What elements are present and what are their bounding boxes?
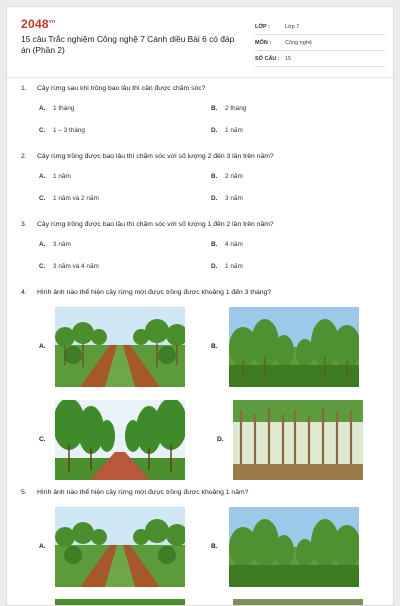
option-key: D. xyxy=(211,195,218,202)
cropped-photo-illustration xyxy=(233,599,363,606)
option-key: C. xyxy=(39,195,46,202)
option-key: C. xyxy=(39,263,46,270)
option-key: A. xyxy=(39,105,46,112)
mature-forest-illustration xyxy=(233,400,363,480)
medium-plantation-illustration xyxy=(229,307,359,387)
quiz-meta xyxy=(255,19,385,67)
tall-row-plantation-photo[interactable] xyxy=(55,400,185,480)
option-key: A. xyxy=(39,173,46,180)
option-text: 1 năm xyxy=(225,127,243,134)
cropped-photo xyxy=(55,599,185,606)
option-text: 3 năm xyxy=(225,195,243,202)
question-text: Hình ảnh nào thể hiện cây rừng mới được trồng được khoảng 1 năm? xyxy=(37,489,249,496)
question-number: 5. xyxy=(21,489,27,496)
meta-value: 15 xyxy=(285,56,292,62)
option-text: 1 – 3 tháng xyxy=(53,127,85,134)
quiz-sheet xyxy=(6,6,394,606)
tall-row-plantation-illustration xyxy=(55,400,185,480)
question-number: 1. xyxy=(21,85,27,92)
option-text: 2 năm xyxy=(225,173,243,180)
option-key: D. xyxy=(211,263,218,270)
option-key: A. xyxy=(39,343,46,350)
header-divider xyxy=(7,77,394,78)
question-text: Cây rừng trồng được bao lâu thì chăm sóc với số lượng 2 đến 3 lần trên năm? xyxy=(37,153,274,160)
option-key: A. xyxy=(39,543,46,550)
question-number: 3. xyxy=(21,221,27,228)
quiz-title: 15 câu Trắc nghiệm Công nghệ 7 Cánh diều Bài 6 có đáp án (Phần 2) xyxy=(21,34,235,55)
meta-value: Công nghệ xyxy=(285,40,312,46)
option-key: B. xyxy=(211,343,218,350)
option-key: C. xyxy=(39,127,46,134)
option-text: 2 tháng xyxy=(225,105,247,112)
young-plantation-photo[interactable] xyxy=(55,307,185,387)
option-key: B. xyxy=(211,241,218,248)
option-key: B. xyxy=(211,173,218,180)
meta-label: SỐ CÂU : xyxy=(255,56,280,62)
meta-value: Lớp 7 xyxy=(285,24,300,30)
meta-label: MÔN : xyxy=(255,40,272,46)
young-plantation-photo[interactable] xyxy=(55,507,185,587)
medium-plantation-photo[interactable] xyxy=(229,507,359,587)
option-key: D. xyxy=(211,127,218,134)
option-text: 1 năm và 2 năm xyxy=(53,195,99,202)
option-text: 3 năm xyxy=(53,241,71,248)
option-key: C. xyxy=(39,436,46,443)
option-key: B. xyxy=(211,543,218,550)
quiz-header xyxy=(7,7,394,71)
question-number: 2. xyxy=(21,153,27,160)
question-text: Cây rừng trồng được bao lâu thì chăm sóc với số lượng 1 đến 2 lần trên năm? xyxy=(37,221,274,228)
option-text: 1 năm xyxy=(225,263,243,270)
mature-forest-photo[interactable] xyxy=(233,400,363,480)
option-text: 3 năm và 4 năm xyxy=(53,263,99,270)
meta-row-count xyxy=(255,51,385,67)
young-plantation-illustration xyxy=(55,507,185,587)
medium-plantation-illustration xyxy=(229,507,359,587)
meta-row-subject xyxy=(255,35,385,51)
cropped-photo-illustration xyxy=(55,599,185,606)
option-text: 1 năm xyxy=(53,173,71,180)
young-plantation-illustration xyxy=(55,307,185,387)
option-key: B. xyxy=(211,105,218,112)
cropped-photo xyxy=(233,599,363,606)
question-number: 4. xyxy=(21,289,27,296)
option-text: 1 tháng xyxy=(53,105,75,112)
meta-row-grade xyxy=(255,19,385,35)
question-text: Cây rừng sau khi trồng bao lâu thì cần được chăm sóc? xyxy=(37,85,206,92)
question-text: Hình ảnh nào thể hiện cây rừng mới được trồng được khoảng 1 đến 3 tháng? xyxy=(37,289,272,296)
medium-plantation-photo[interactable] xyxy=(229,307,359,387)
meta-label: LỚP : xyxy=(255,24,270,30)
option-key: D. xyxy=(217,436,224,443)
option-text: 4 năm xyxy=(225,241,243,248)
option-key: A. xyxy=(39,241,46,248)
site-logo[interactable]: $2048^{vn}$ xyxy=(21,17,56,31)
